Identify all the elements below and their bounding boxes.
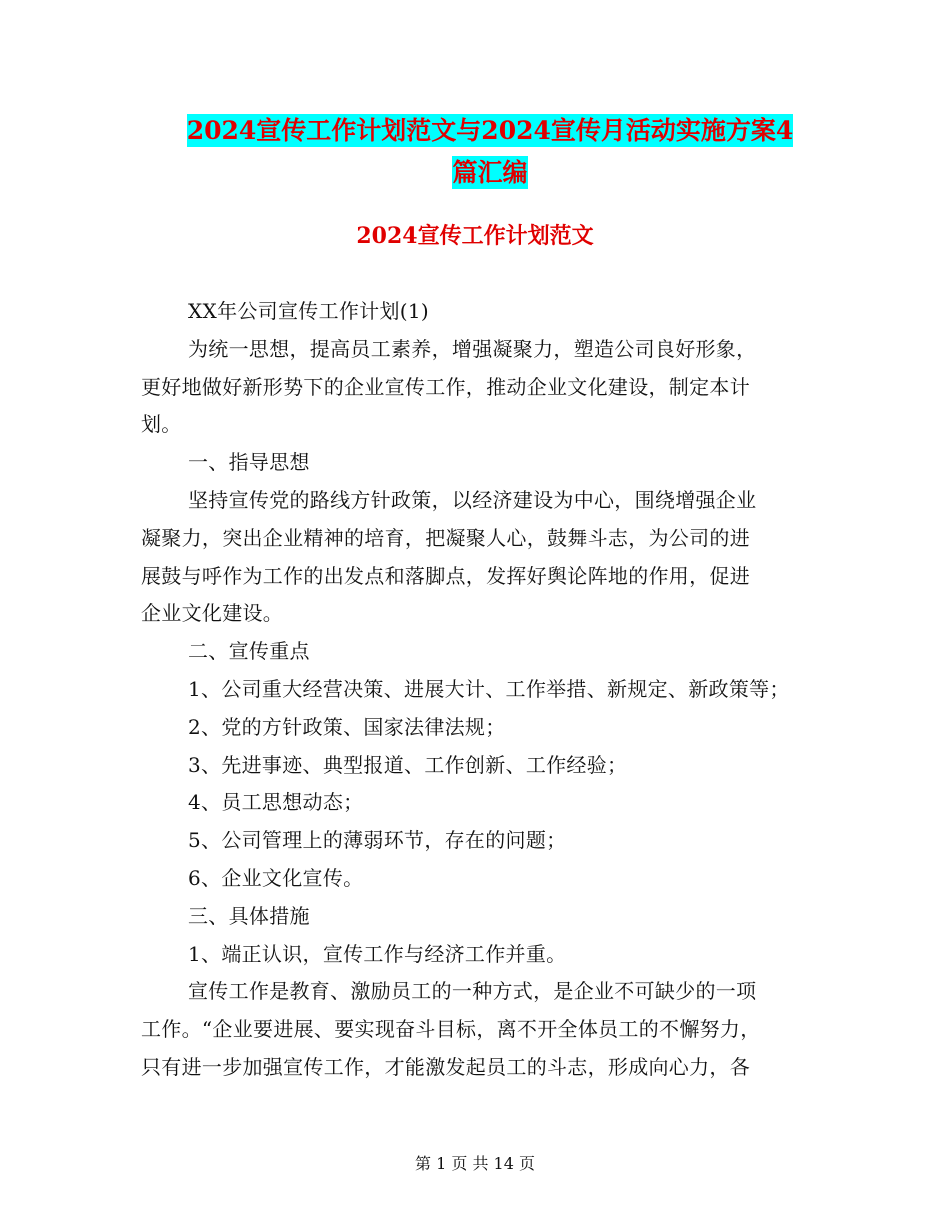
paragraph-line: 工作。“企业要进展、要实现奋斗目标，离不开全体员工的不懈努力， [141, 1017, 761, 1042]
document-body [141, 293, 821, 1087]
page-footer: 第 1 页 共 14 页 [415, 1154, 535, 1173]
paragraph-line: 更好地做好新形势下的企业宣传工作，推动企业文化建设，制定本计 [141, 374, 750, 399]
paragraph-line: XX年公司宣传工作计划(1) [188, 299, 430, 323]
paragraph-line: 坚持宣传党的路线方针政策，以经济建设为中心，围绕增强企业 [188, 487, 757, 512]
list-item: 1、公司重大经营决策、进展大计、工作举措、新规定、新政策等； [188, 676, 790, 701]
list-item: 4、员工思想动态； [188, 790, 364, 815]
paragraph-line: 宣传工作是教育、激励员工的一种方式，是企业不可缺少的一项 [188, 979, 757, 1004]
heading-line: 三、具体措施 [188, 903, 310, 928]
heading-line: 一、指导思想 [188, 450, 310, 475]
document-title-line2: 篇汇编 [452, 158, 528, 187]
list-item: 1、端正认识，宣传工作与经济工作并重。 [188, 941, 567, 966]
list-item: 2、党的方针政策、国家法律法规； [188, 714, 506, 739]
paragraph-line: 划。 [141, 412, 182, 437]
paragraph-line: 企业文化建设。 [141, 601, 284, 626]
document-title-line1: 2024宣传工作计划范文与2024宣传月活动实施方案4 [186, 116, 794, 145]
list-item: 3、先进事迹、典型报道、工作创新、工作经验； [188, 752, 628, 777]
list-item: 5、公司管理上的薄弱环节，存在的问题； [188, 828, 567, 853]
document-title [140, 110, 840, 194]
heading-line: 二、宣传重点 [188, 639, 310, 664]
section-title: 2024宣传工作计划范文 [356, 223, 594, 249]
paragraph-line: 凝聚力，突出企业精神的培育，把凝聚人心，鼓舞斗志，为公司的进 [141, 525, 750, 550]
paragraph-line: 为统一思想，提高员工素养，增强凝聚力，塑造公司良好形象， [188, 336, 757, 361]
list-item: 6、企业文化宣传。 [188, 865, 364, 890]
paragraph-line: 展鼓与呼作为工作的出发点和落脚点，发挥好舆论阵地的作用，促进 [141, 563, 750, 588]
paragraph-line: 只有进一步加强宣传工作，才能激发起员工的斗志，形成向心力，各 [141, 1054, 750, 1079]
